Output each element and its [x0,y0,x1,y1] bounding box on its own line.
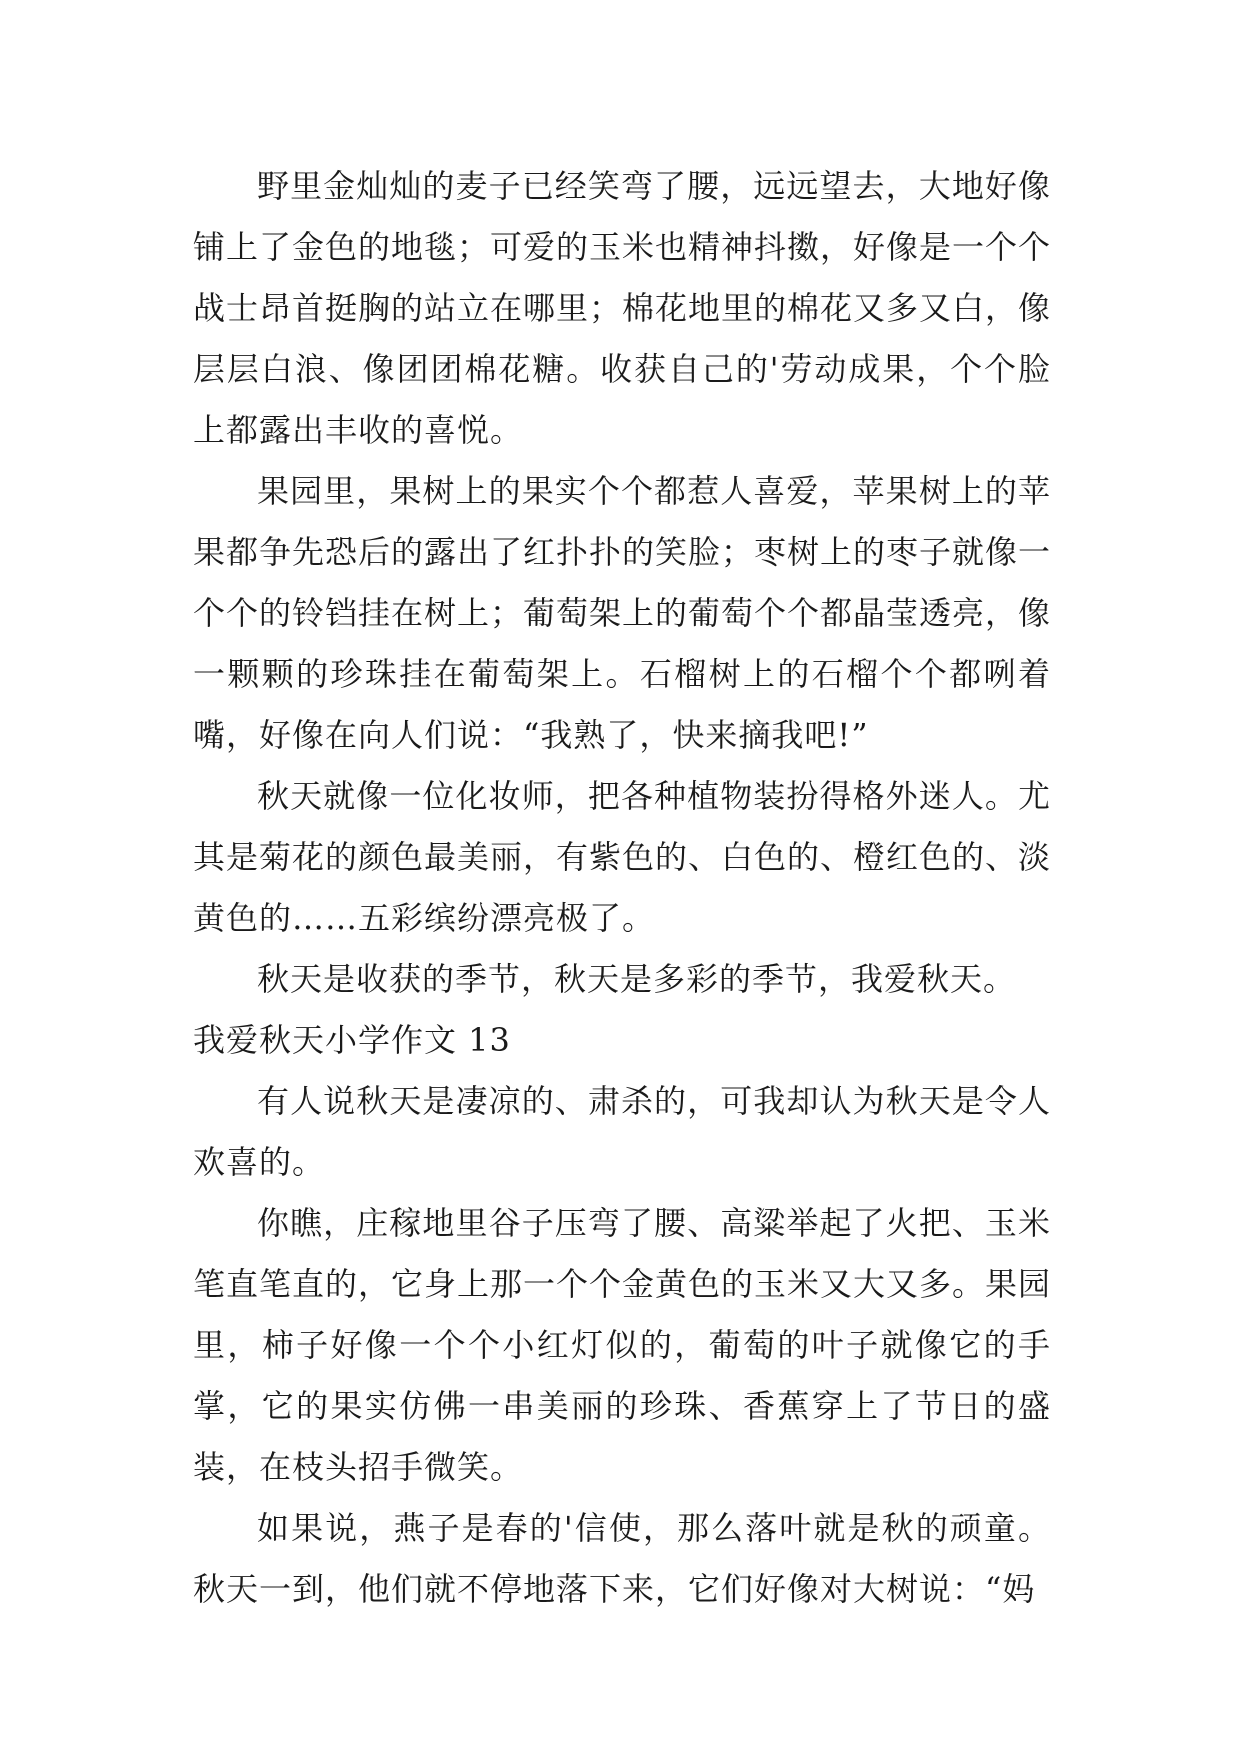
paragraph-intro: 有人说秋天是凄凉的、肃杀的，可我却认为秋天是令人欢喜的。 [193,1082,1051,1181]
paragraph-orchard: 果园里，果树上的果实个个都惹人喜爱，苹果树上的苹果都争先恐后的露出了红扑扑的笑脸；枣树上的枣子就像一个个的铃铛挂在树上；葡萄架上的葡萄个个都晶莹透亮，像一颗颗的珍珠挂在葡萄架上。石榴树上的石榴个个都咧着嘴，好像在向人们说：“我熟了，快来摘我吧!” [193,472,1052,754]
paragraph-crops: 你瞧，庄稼地里谷子压弯了腰、高粱举起了火把、玉米笔直笔直的，它身上那一个个金黄色的玉米又大又多。果园里，柿子好像一个个小红灯似的，葡萄的叶子就像它的手掌，它的果实仿佛一串美丽的珍珠、香蕉穿上了节日的盛装，在枝头招手微笑。 [193,1204,1052,1486]
paragraph-makeup-artist: 秋天就像一位化妆师，把各种植物装扮得格外迷人。尤其是菊花的颜色最美丽，有紫色的、白色的、橙红色的、淡黄色的……五彩缤纷漂亮极了。 [193,777,1052,937]
paragraph-falling-leaves: 如果说，燕子是春的'信使，那么落叶就是秋的顽童。秋天一到，他们就不停地落下来，它们好像对大树说：“妈 [193,1509,1051,1608]
document-body [193,156,1051,1620]
paragraph-conclusion: 秋天是收获的季节，秋天是多彩的季节，我爱秋天。 [257,960,1017,998]
paragraph-wheat-fields: 野里金灿灿的麦子已经笑弯了腰，远远望去，大地好像铺上了金色的地毯；可爱的玉米也精神抖擞，好像是一个个战士昂首挺胸的站立在哪里；棉花地里的棉花又多又白，像层层白浪、像团团棉花糖。收获自己的'劳动成果，个个脸上都露出丰收的喜悦。 [193,167,1052,449]
essay-heading: 我爱秋天小学作文 13 [193,1021,511,1059]
